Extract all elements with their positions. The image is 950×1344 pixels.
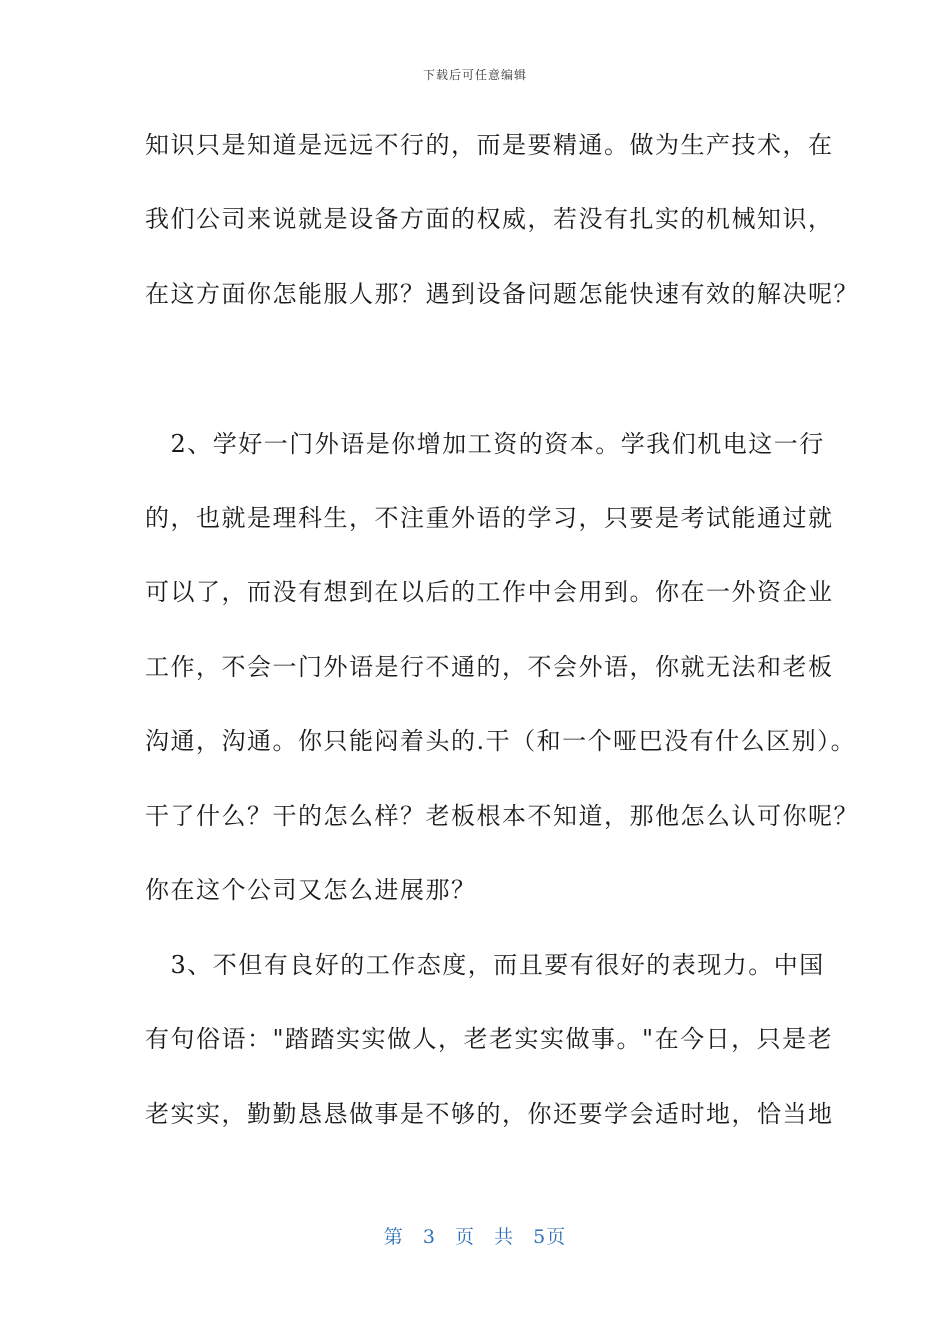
text-line: 的，也就是理科生，不注重外语的学习，只要是考试能通过就 [145, 504, 834, 532]
text-line: 沟通，沟通。你只能闷着头的.干（和一个哑巴没有什么区别）。 [145, 727, 857, 755]
text-line: 我们公司来说就是设备方面的权威，若没有扎实的机械知识， [145, 205, 834, 233]
text-line: 老实实，勤勤恳恳做事是不够的，你还要学会适时地，恰当地 [145, 1100, 834, 1128]
text-line: 2、学好一门外语是你增加工资的资本。学我们机电这一行 [145, 430, 825, 458]
text-line: 在这方面你怎能服人那？遇到设备问题怎能快速有效的解决呢？ [145, 280, 859, 308]
footer-total-label: 共 [494, 1226, 515, 1248]
text-line: 你在这个公司又怎么进展那？ [145, 876, 477, 904]
text-line: 可以了，而没有想到在以后的工作中会用到。你在一外资企业 [145, 578, 834, 606]
text-line: 知识只是知道是远远不行的，而是要精通。做为生产技术，在 [145, 131, 834, 159]
page-header: 下载后可任意编辑 [422, 68, 527, 82]
footer-page-label: 第 [383, 1226, 404, 1248]
footer-total-pages: 5页 [533, 1226, 567, 1248]
text-line: 干了什么？干的怎么样？老板根本不知道，那他怎么认可你呢？ [145, 802, 859, 830]
page-footer [0, 1222, 950, 1249]
text-line: 3、不但有良好的工作态度，而且要有很好的表现力。中国 [145, 951, 825, 979]
text-line: 有句俗语："踏踏实实做人，老老实实做事。"在今日，只是老 [145, 1025, 834, 1053]
footer-page-unit: 页 [454, 1226, 475, 1248]
text-line: 工作，不会一门外语是行不通的，不会外语，你就无法和老板 [145, 653, 834, 681]
footer-current-page: 3 [422, 1226, 436, 1248]
